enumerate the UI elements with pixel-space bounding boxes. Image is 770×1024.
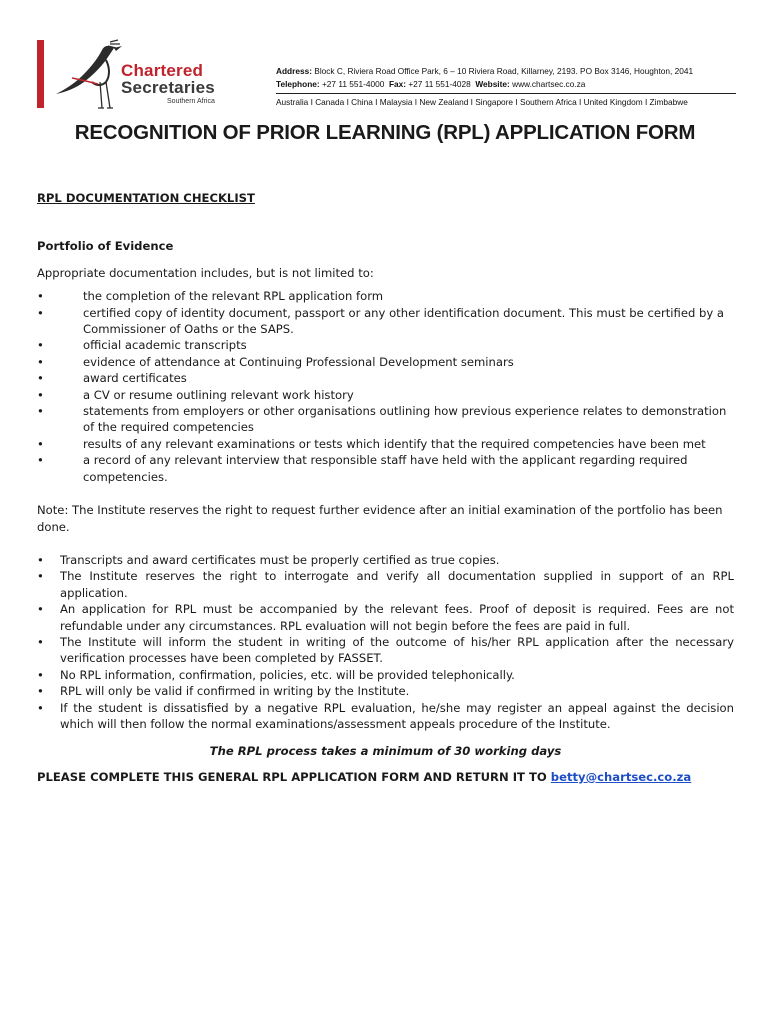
- portfolio-heading: Portfolio of Evidence: [37, 239, 174, 254]
- list-item: • Transcripts and award certificates must be properly certified as true copies.: [37, 552, 734, 568]
- note-text: Note: The Institute reserves the right to request further evidence after an initial examination of the portfolio has been done.: [37, 503, 723, 534]
- list-item: • RPL will only be valid if confirmed in writing by the Institute.: [37, 683, 734, 699]
- telephone-label: Telephone:: [276, 79, 320, 89]
- list-item: • evidence of attendance at Continuing Professional Development seminars: [37, 354, 734, 370]
- logo-line-2: Secretaries: [121, 78, 215, 97]
- telephone-value: +27 11 551-4000: [321, 79, 385, 89]
- list-item: • a record of any relevant interview that responsible staff have held with the applicant regarding required competencies.: [37, 452, 734, 485]
- list-item: • the completion of the relevant RPL application form: [37, 288, 734, 304]
- list-item: • a CV or resume outlining relevant work history: [37, 387, 734, 403]
- list-item: • The Institute reserves the right to interrogate and verify all documentation supplied in support of an RPL application.: [37, 568, 734, 601]
- list-item: • results of any relevant examinations or tests which identify that the required competencies have been met: [37, 436, 734, 452]
- list-item: • No RPL information, confirmation, policies, etc. will be provided telephonically.: [37, 667, 734, 683]
- list-item: • statements from employers or other organisations outlining how previous experience relates to demonstration of the required competencies: [37, 403, 734, 436]
- email-link[interactable]: betty@chartsec.co.za: [550, 769, 692, 784]
- fax-value: +27 11 551-4028: [408, 79, 471, 89]
- fax-label: Fax:: [388, 79, 407, 89]
- return-text: PLEASE COMPLETE THIS GENERAL RPL APPLICATION FORM AND RETURN IT TO: [37, 769, 547, 784]
- return-instruction: [37, 769, 734, 785]
- logo-line-3: Southern Africa: [167, 98, 215, 105]
- countries-line: Australia I Canada I China I Malaysia I New Zealand I Singapore I Southern Africa I United Kingdom I Zimbabwe: [276, 97, 688, 107]
- checklist-heading: RPL DOCUMENTATION CHECKLIST: [37, 191, 255, 205]
- website-value[interactable]: www.chartsec.co.za: [512, 79, 586, 89]
- brand-bar: [37, 40, 44, 108]
- rules-list: [37, 552, 734, 732]
- address-line: [276, 65, 736, 78]
- documents-list: [37, 288, 734, 485]
- list-item: • certified copy of identity document, passport or any other identification document. This must be certified by a Commissioner of Oaths or the SAPS.: [37, 305, 734, 338]
- list-item: • The Institute will inform the student in writing of the outcome of his/her RPL application after the necessary verification processes have been completed by FASSET.: [37, 634, 734, 667]
- list-item: • official academic transcripts: [37, 337, 734, 353]
- process-note: The RPL process takes a minimum of 30 working days: [209, 744, 562, 759]
- list-item: • If the student is dissatisfied by a negative RPL evaluation, he/she may register an appeal against the decision which will then follow the normal examinations/assessment appeals procedure of the Institute.: [37, 700, 734, 733]
- website-label: Website:: [475, 79, 510, 89]
- intro-text: Appropriate documentation includes, but is not limited to:: [37, 265, 374, 280]
- phone-line: [276, 78, 736, 91]
- list-item: • An application for RPL must be accompanied by the relevant fees. Proof of deposit is required. Fees are not refundable under any circumstances. RPL evaluation will not begin before the fees are paid in full.: [37, 601, 734, 634]
- list-item: • award certificates: [37, 370, 734, 386]
- document-body: [37, 190, 734, 785]
- page-title: RECOGNITION OF PRIOR LEARNING (RPL) APPLICATION FORM: [74, 121, 696, 144]
- address-value: Block C, Riviera Road Office Park, 6 – 10 Riviera Road, Killarney, 2193. PO Box 3146, Houghton, 2041: [314, 66, 694, 76]
- logo-wordmark: [121, 62, 215, 105]
- logo-line-1: Chartered: [121, 61, 204, 80]
- address-label: Address:: [276, 66, 312, 76]
- contact-divider: [276, 93, 736, 94]
- contact-block: [276, 65, 736, 109]
